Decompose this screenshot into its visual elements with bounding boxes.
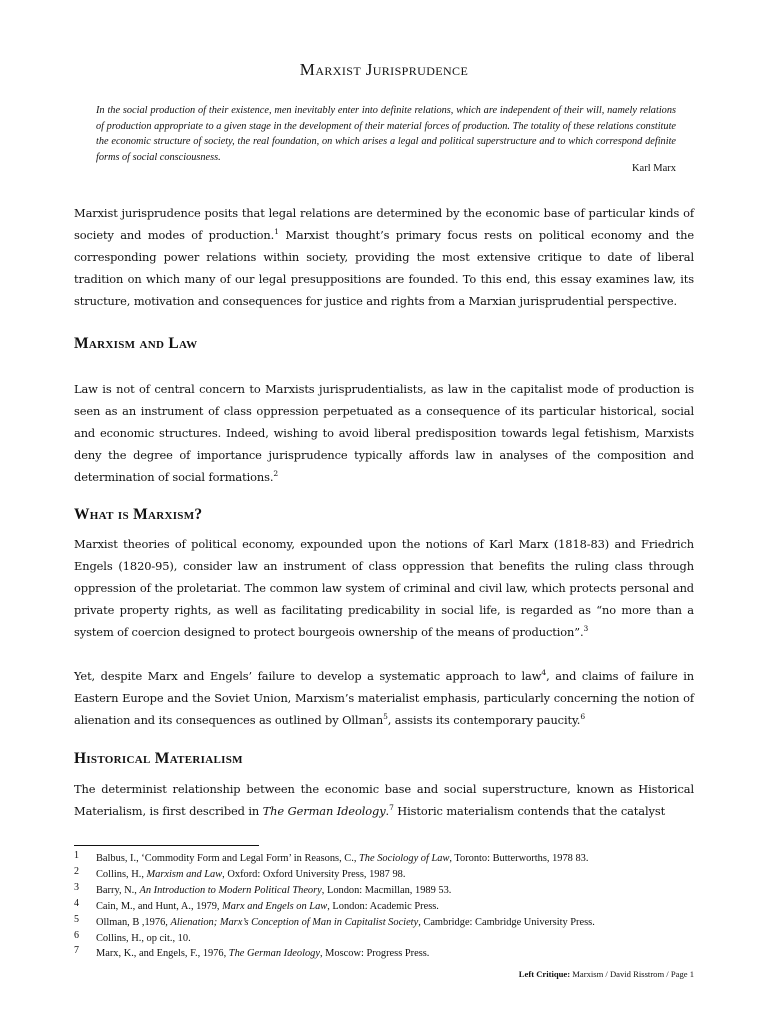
footnote-number: 2 (74, 865, 79, 877)
footnote-divider (74, 845, 259, 846)
epigraph-quote: In the social production of their existence, men inevitably enter into definite relations, which are independent of their will, namely relations of production appropriate to a given stage in the development of their material forces of production. The totality of these relations constitute the economic structure of society, the real foundation, on which arises a legal and political superstructure and to which correspond definite forms of social consciousness. (96, 105, 676, 163)
page-footer (519, 969, 694, 979)
intro-text-a: Marxist jurisprudence posits that legal relations are determined by the economic base of particular kinds of society and modes of production. (74, 206, 694, 243)
what-is-marxism-text-1: Marxist theories of political economy, expounded upon the notions of Karl Marx (1818-83) and Friedrich Engels (1820-95), consider law an instrument of class oppression that benefits the ruling class through oppression of the proletariat. The common law system of criminal and civil law, which protects personal and private property rights, as well as facilitating predicability in social life, is regarded as “no more than a system of coercion designed to protect bourgeois ownership of the means of production”. (74, 537, 694, 640)
historical-materialism-text-a: The determinist relationship between the economic base and social superstructure, known as Historical Materialism, is first described in (74, 782, 694, 819)
footnote-text-post: , Toronto: Butterworths, 1978 83. (449, 853, 589, 864)
footnote-number: 4 (74, 897, 79, 909)
footnote-book-title: The German Ideology (228, 948, 320, 960)
footnote-ref-3[interactable]: 3 (583, 624, 589, 634)
footnote-text (96, 915, 714, 931)
footnote-item (74, 851, 714, 867)
footnote-text (96, 851, 714, 867)
footnote-text-pre: Barry, N., (96, 884, 140, 896)
section-heading-marxism-and-law: Marxism and Law (74, 335, 198, 352)
section-heading-what-is-marxism: What is Marxism? (74, 506, 203, 523)
footnote-text (96, 867, 714, 883)
footnote-book-title: The Sociology of Law (359, 853, 450, 864)
marxism-law-paragraph (74, 378, 694, 488)
footnote-text (96, 946, 714, 962)
what-is-marxism-paragraph-1 (74, 533, 694, 643)
footnote-text (96, 899, 714, 915)
section-heading-historical-materialism: Historical Materialism (74, 750, 243, 767)
footnote-text-post: , Cambridge: Cambridge University Press. (418, 916, 595, 928)
footnote-text-pre: Balbus, I., ‘Commodity Form and Legal Form’ in Reasons, C., (96, 853, 360, 864)
historical-materialism-text-c: Historic materialism contends that the catalyst (393, 804, 666, 819)
footnote-book-title: An Introduction to Modern Political Theory (139, 884, 322, 896)
footnote-item (74, 946, 714, 962)
footnote-text-pre: Collins, H., op cit., 10. (96, 932, 191, 944)
footnote-number: 6 (74, 929, 79, 941)
intro-text-b: Marxist thought’s primary focus rests on political economy and the corresponding power relations within society, providing the most extensive critique to date of liberal tradition on which many of our legal presuppositions are founded. To this end, this essay examines law, its structure, motivation and consequences for justice and rights from a Marxian jurisprudential perspective. (74, 228, 694, 309)
footnote-text-post: , Oxford: Oxford University Press, 1987 98. (222, 868, 406, 880)
footnote-item (74, 931, 714, 947)
page-title: Marxist Jurisprudence (299, 60, 469, 79)
footnote-number: 5 (74, 913, 79, 925)
book-title-german-ideology: The German Ideology (262, 804, 386, 819)
footnote-book-title: Marx and Engels on Law (222, 900, 328, 912)
historical-materialism-text-b: . (385, 804, 390, 819)
footnote-ref-5[interactable]: 5 (383, 712, 388, 722)
what-is-marxism-text-2c: , assists its contemporary paucity. (387, 713, 581, 728)
footnote-item (74, 899, 714, 915)
footnote-number: 3 (74, 881, 79, 893)
footnote-number: 1 (74, 850, 79, 861)
what-is-marxism-paragraph-2 (74, 665, 694, 731)
footnote-text (96, 883, 714, 899)
what-is-marxism-text-2b: , and claims of failure in Eastern Europe and the Soviet Union, Marxism’s materialist emphasis, particularly concerning the notion of alienation and its consequences as outlined by Ollman (74, 669, 694, 728)
footnotes-list (74, 851, 714, 962)
footnote-book-title: Alienation; Marx’s Conception of Man in Capitalist Society (170, 916, 419, 928)
footnote-text-post: , Moscow: Progress Press. (319, 948, 430, 960)
intro-paragraph (74, 202, 694, 312)
marxism-law-text: Law is not of central concern to Marxists jurisprudentialists, as law in the capitalist mode of production is seen as an instrument of class oppression perpetuated as a consequence of its particular historical, social and economic structures. Indeed, wishing to avoid liberal predisposition towards legal fetishism, Marxists deny the degree of importance jurisprudence typically affords law in analyses of the composition and determination of social formations. (74, 382, 694, 485)
footnote-ref-6[interactable]: 6 (580, 712, 585, 722)
footnote-item (74, 915, 714, 931)
footnote-item (74, 867, 714, 883)
footnote-ref-4[interactable]: 4 (541, 668, 547, 678)
footnote-text-pre: Marx, K., and Engels, F., 1976, (96, 948, 229, 960)
footer-brand: Left Critique: (518, 969, 571, 979)
footnote-text-pre: Cain, M., and Hunt, A., 1979, (96, 900, 223, 912)
footnote-text (96, 931, 714, 947)
footnote-item (74, 883, 714, 899)
footer-text: Marxism / David Risstrom / Page 1 (570, 969, 694, 979)
epigraph-author: Karl Marx (631, 163, 676, 174)
footnote-book-title: Marxism and Law (146, 868, 223, 880)
footnote-text-post: , London: Academic Press. (327, 900, 439, 912)
footnote-number: 7 (74, 945, 79, 957)
footnote-text-post: , London: Macmillan, 1989 53. (321, 884, 452, 896)
footnote-ref-2[interactable]: 2 (273, 469, 279, 479)
historical-materialism-paragraph (74, 778, 694, 822)
footnote-ref-7[interactable]: 7 (389, 803, 394, 813)
footnote-text-pre: Collins, H., (96, 868, 147, 880)
footnote-text-pre: Ollman, B ,1976, (96, 916, 171, 928)
what-is-marxism-text-2a: Yet, despite Marx and Engels’ failure to develop a systematic approach to law (74, 669, 542, 683)
footnote-ref-1[interactable]: 1 (274, 227, 279, 237)
